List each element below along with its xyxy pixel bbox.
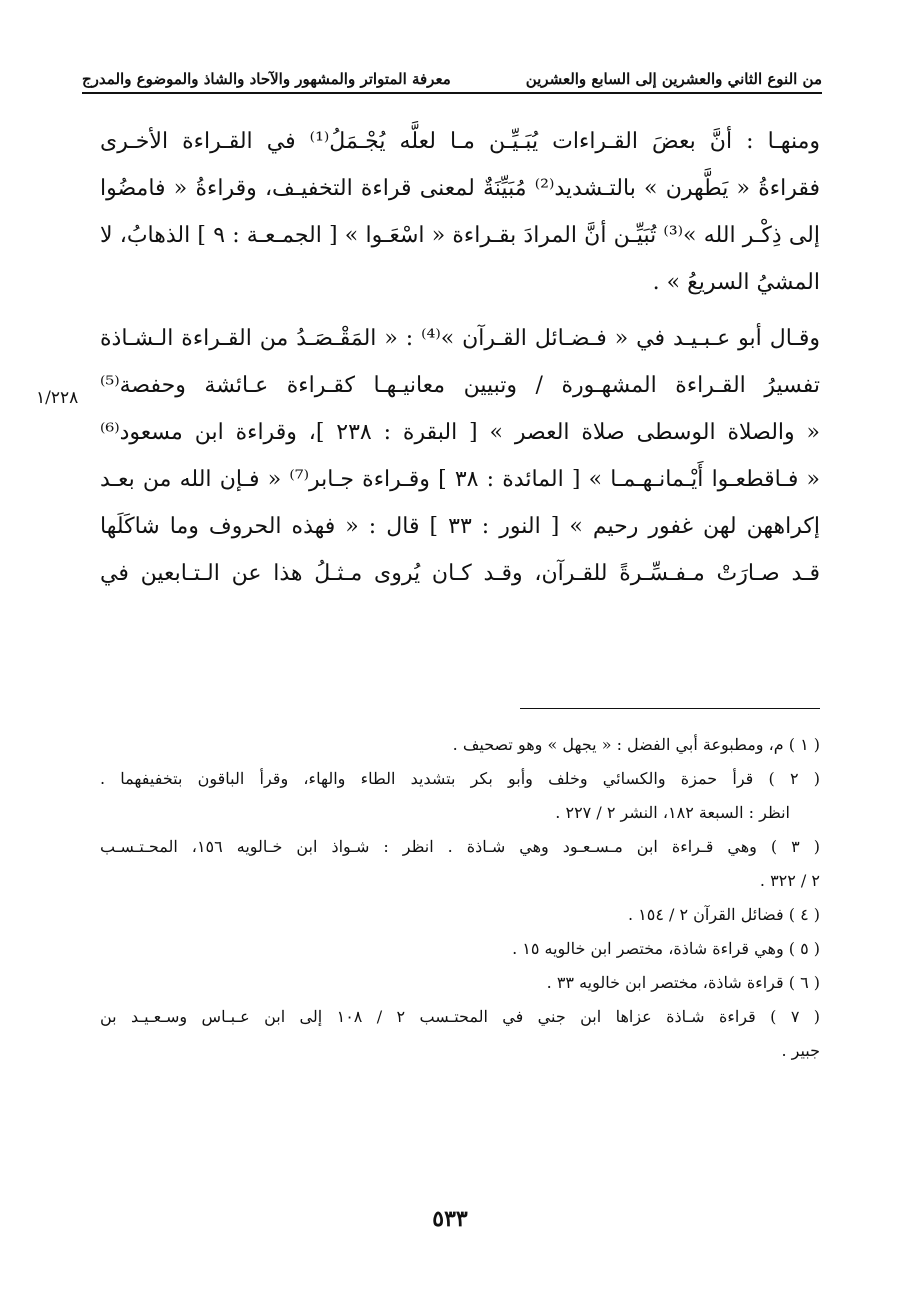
footnote-2-continuation: انظر : السبعة ١٨٢، النشر ٢ / ٢٢٧ . bbox=[555, 803, 790, 822]
main-body-text bbox=[100, 118, 820, 597]
body-line: فقراءةُ « يَطَّهرن » بالتـشديد⁽²⁾ مُبَيِّنَةٌ لمعنى قراءة التخفيـف، وقراءةُ « فامضُوا bbox=[100, 176, 820, 201]
footnote-3: ( ٣ ) وهي قـراءة ابن مـسـعـود وهي شـاذة . انظر : شـواذ ابن خـالويه ١٥٦، المحـتـسـب bbox=[100, 837, 820, 856]
body-line: « والصلاة الوسطى صلاة العصر » [ البقرة : ٢٣٨ ]، وقراءة ابن مسعود⁽⁶⁾ bbox=[100, 420, 820, 445]
body-line: قـد صـارَتْ مـفـسِّـرةً للقـرآن، وقـد كـان يُروى مـثـلُ هذا عن الـتـابعين في bbox=[100, 561, 820, 586]
body-line: ومنهـا : أنَّ بعضَ القـراءات يُبَـيِّـن مـا لعلَّه يُجْـمَلُ⁽¹⁾ في القـراءة الأخـرى bbox=[100, 129, 820, 154]
body-line: « فـاقطعـوا أَيْـمانـهـمـا » [ المائدة : ٣٨ ] وقـراءة جـابر⁽⁷⁾ « فـإن الله من بعـد bbox=[100, 467, 820, 492]
header-divider bbox=[82, 92, 822, 94]
body-line: إكراههن لهن غفور رحيم » [ النور : ٣٣ ] قال : « فهذه الحروف وما شاكَلَها bbox=[100, 514, 820, 539]
footnote-6: ( ٦ ) قراءة شاذة، مختصر ابن خالويه ٣٣ . bbox=[546, 973, 820, 992]
body-line: تفسيرُ القـراءة المشهـورة / وتبيين معانيـهـا كقـراءة عـائشة وحفصة⁽⁵⁾ bbox=[100, 373, 820, 398]
header-chapter-range: من النوع الثاني والعشرين إلى السابع والعشرين bbox=[525, 70, 822, 88]
footnote-7-continuation: جبير . bbox=[781, 1041, 820, 1060]
footnote-divider bbox=[520, 708, 820, 709]
footnote-4: ( ٤ ) فضائل القرآن ٢ / ١٥٤ . bbox=[627, 905, 820, 924]
footnote-5: ( ٥ ) وهي قراءة شاذة، مختصر ابن خالويه ١٥ . bbox=[512, 939, 820, 958]
footnote-2: ( ٢ ) قرأ حمزة والكسائي وخلف وأبو بكر بتشديد الطاء والهاء، وقرأ الباقون بتخفيفهما . bbox=[100, 769, 820, 788]
footnotes bbox=[100, 728, 820, 1068]
body-line: وقـال أبو عـبـيـد في « فـضـائل القـرآن »⁽⁴⁾ : « المَقْـصَـدُ من القـراءة الـشـاذة bbox=[100, 326, 820, 351]
body-line: إلى ذِكْـر الله »⁽³⁾ تُبَيِّـن أنَّ المرادَ بقـراءة « اسْعَـوا » [ الجمـعـة : ٩ ] الذهابُ، لا bbox=[100, 223, 820, 248]
footnote-1: ( ١ ) م، ومطبوعة أبي الفضل : « يجهل » وهو تصحيف . bbox=[452, 735, 820, 754]
footnote-3-continuation: ٢ / ٣٢٢ . bbox=[759, 871, 820, 890]
margin-page-reference: ١/٢٢٨ bbox=[36, 388, 79, 408]
body-line: المشيُ السريعُ » . bbox=[652, 270, 820, 295]
page-number: ٥٣٣ bbox=[432, 1206, 468, 1232]
footnote-7: ( ٧ ) قراءة شـاذة عزاها ابن جني في المحتـسب ٢ / ١٠٨ إلى ابن عـبـاس وسـعـيـد بن bbox=[100, 1007, 820, 1026]
header-topic: معرفة المتواتر والمشهور والآحاد والشاذ والموضوع والمدرج bbox=[82, 70, 451, 88]
running-header bbox=[82, 58, 822, 88]
